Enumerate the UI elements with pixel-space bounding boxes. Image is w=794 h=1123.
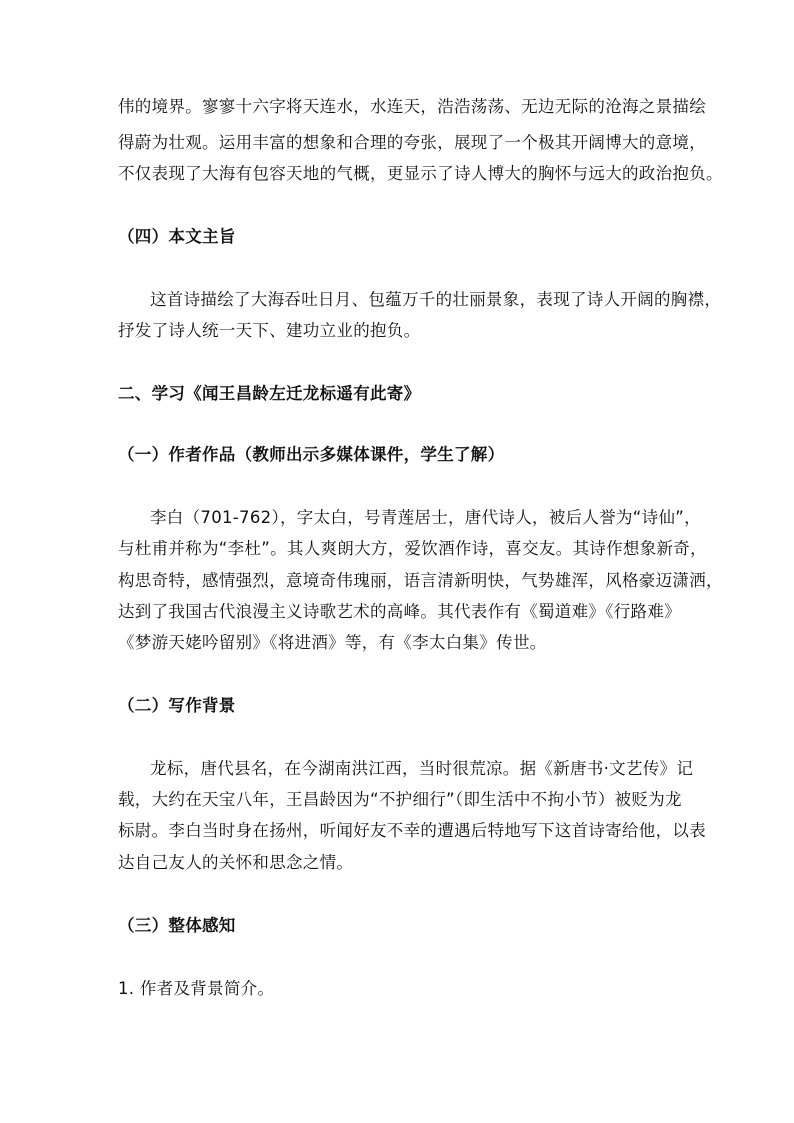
paragraph-line: 李白（701-762），字太白，号青莲居士，唐代诗人，被后人誉为“诗仙”， bbox=[150, 508, 701, 527]
list-item: 1. 作者及背景简介。 bbox=[118, 979, 275, 998]
section-heading-overall: （三）整体感知 bbox=[118, 916, 236, 935]
paragraph-line: 伟的境界。寥寥十六字将天连水，水连天，浩浩荡荡、无边无际的沧海之景描绘 bbox=[118, 97, 706, 116]
section-heading-author: （一）作者作品（教师出示多媒体课件，学生了解） bbox=[118, 445, 505, 464]
paragraph-line: 龙标，唐代县名，在今湖南洪江西，当时很荒凉。据《新唐书·文艺传》记 bbox=[150, 759, 694, 778]
section-heading-background: （二）写作背景 bbox=[118, 696, 236, 715]
paragraph-line: 达到了我国古代浪漫主义诗歌艺术的高峰。其代表作有《蜀道难》《行路难》 bbox=[118, 602, 681, 621]
paragraph-line: 与杜甫并称为“李杜”。其人爽朗大方，爱饮酒作诗，喜交友。其诗作想象新奇， bbox=[118, 539, 707, 558]
section-heading-theme: （四）本文主旨 bbox=[118, 227, 236, 246]
paragraph-line: 得蔚为壮观。运用丰富的想象和合理的夸张，展现了一个极其开阔博大的意境， bbox=[118, 133, 706, 152]
paragraph-line: 达自己友人的关怀和思念之情。 bbox=[118, 853, 354, 872]
paragraph-line: 载，大约在天宝八年，王昌龄因为“不护细行”（即生活中不拘小节）被贬为龙 bbox=[118, 790, 682, 809]
paragraph-line: 不仅表现了大海有包容天地的气概，更显示了诗人博大的胸怀与远大的政治抱负。 bbox=[118, 164, 723, 183]
part-two-heading: 二、学习《闻王昌龄左迁龙标遥有此寄》 bbox=[118, 384, 421, 403]
paragraph-line: 标尉。李白当时身在扬州，听闻好友不幸的遭遇后特地写下这首诗寄给他，以表 bbox=[118, 821, 706, 840]
paragraph-line: 抒发了诗人统一天下、建功立业的抱负。 bbox=[118, 321, 421, 340]
paragraph-line: 《梦游天姥吟留别》《将进酒》等，有《李太白集》传世。 bbox=[118, 633, 547, 652]
paragraph-line: 这首诗描绘了大海吞吐日月、包蕴万千的壮丽景象，表现了诗人开阔的胸襟， bbox=[150, 290, 722, 309]
paragraph-line: 构思奇特，感情强烈，意境奇伟瑰丽，语言清新明快，气势雄浑，风格豪迈潇洒， bbox=[118, 571, 723, 590]
